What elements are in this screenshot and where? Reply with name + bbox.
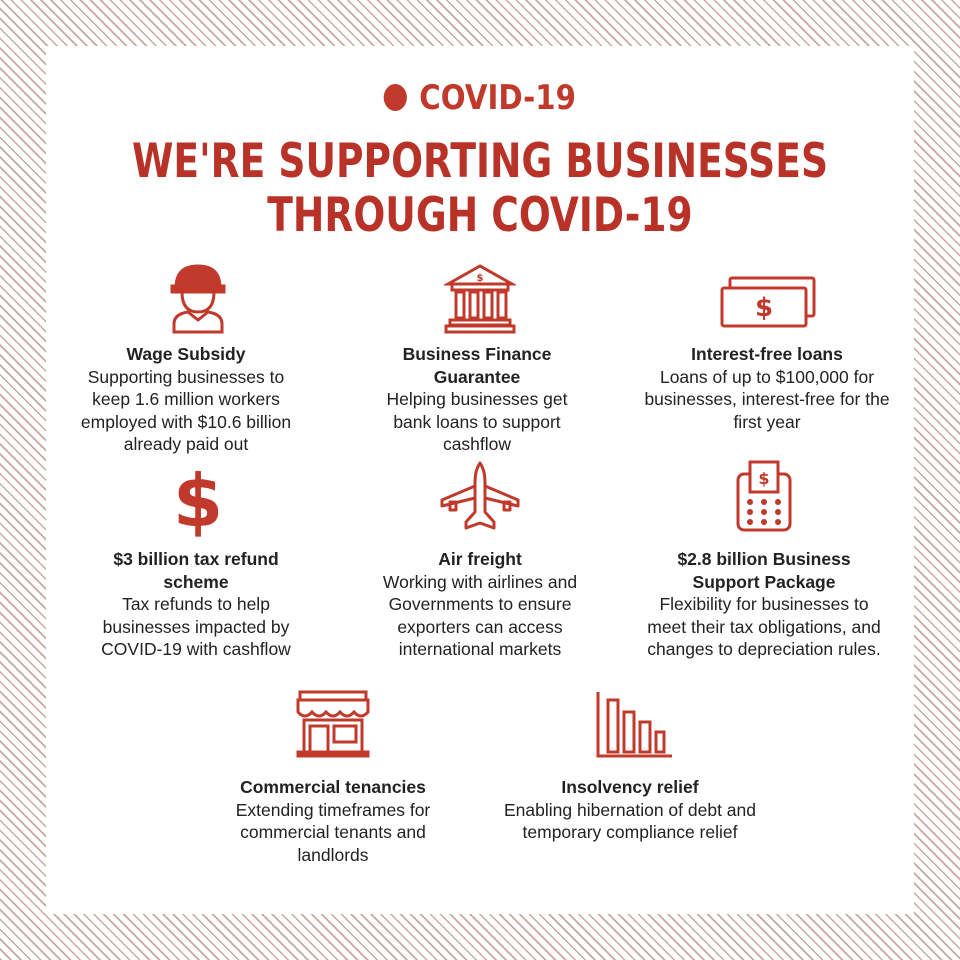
item-title: $2.8 billion Business Support Package xyxy=(677,549,851,592)
item-title: Interest-free loans xyxy=(691,344,843,364)
payment-terminal-icon xyxy=(734,460,794,532)
item-title: Air freight xyxy=(438,549,522,569)
insolvency-relief-block xyxy=(490,776,770,844)
bank-building-icon xyxy=(444,262,516,334)
item-title: Wage Subsidy xyxy=(126,344,246,364)
item-description: Enabling hibernation of debt and temporary compliance relief xyxy=(504,799,757,842)
construction-worker-icon xyxy=(168,262,228,334)
wage-subsidy-block xyxy=(46,343,326,456)
interest-free-loans-block xyxy=(627,343,907,433)
item-title: $3 billion tax refund scheme xyxy=(113,549,279,592)
tag-label: COVID-19 xyxy=(419,78,576,118)
air-freight-block xyxy=(340,548,620,661)
item-description: Loans of up to $100,000 for businesses, interest-free for the first year xyxy=(644,366,890,432)
svg-text:$: $ xyxy=(476,273,484,284)
item-title: Insolvency relief xyxy=(561,777,699,797)
commercial-tenancies-block xyxy=(193,776,473,866)
svg-text:$: $ xyxy=(172,462,224,538)
banknotes-icon xyxy=(718,276,818,330)
business-support-package-block xyxy=(624,548,904,661)
dollar-sign-icon xyxy=(168,462,228,538)
item-title: Business Finance Guarantee xyxy=(402,344,552,387)
red-dot-icon xyxy=(384,84,407,111)
declining-bar-chart-icon xyxy=(594,690,674,760)
item-description: Supporting businesses to keep 1.6 million workers employed with $10.6 billion already paid out xyxy=(80,366,292,454)
svg-text:$: $ xyxy=(758,469,770,488)
item-title: Commercial tenancies xyxy=(240,777,426,797)
item-description: Tax refunds to help businesses impacted by COVID-19 with cashflow xyxy=(101,594,291,659)
item-description: Extending timeframes for commercial tenants and landlords xyxy=(235,799,431,865)
item-description: Working with airlines and Governments to ensure exporters can access international markets xyxy=(382,571,578,659)
item-description: Flexibility for businesses to meet their tax obligations, and changes to depreciation rules. xyxy=(647,594,881,659)
svg-text:$: $ xyxy=(754,293,774,323)
headline-line-2: THROUGH COVID-19 xyxy=(267,188,693,243)
headline-line-1: WE'RE SUPPORTING BUSINESSES xyxy=(131,134,829,189)
business-finance-guarantee-block xyxy=(337,343,617,456)
covid-tag xyxy=(67,78,893,118)
storefront-icon xyxy=(296,690,370,758)
airplane-icon xyxy=(438,460,522,532)
tax-refund-scheme-block xyxy=(56,548,336,661)
item-description: Helping businesses get bank loans to support cashflow xyxy=(386,389,568,454)
